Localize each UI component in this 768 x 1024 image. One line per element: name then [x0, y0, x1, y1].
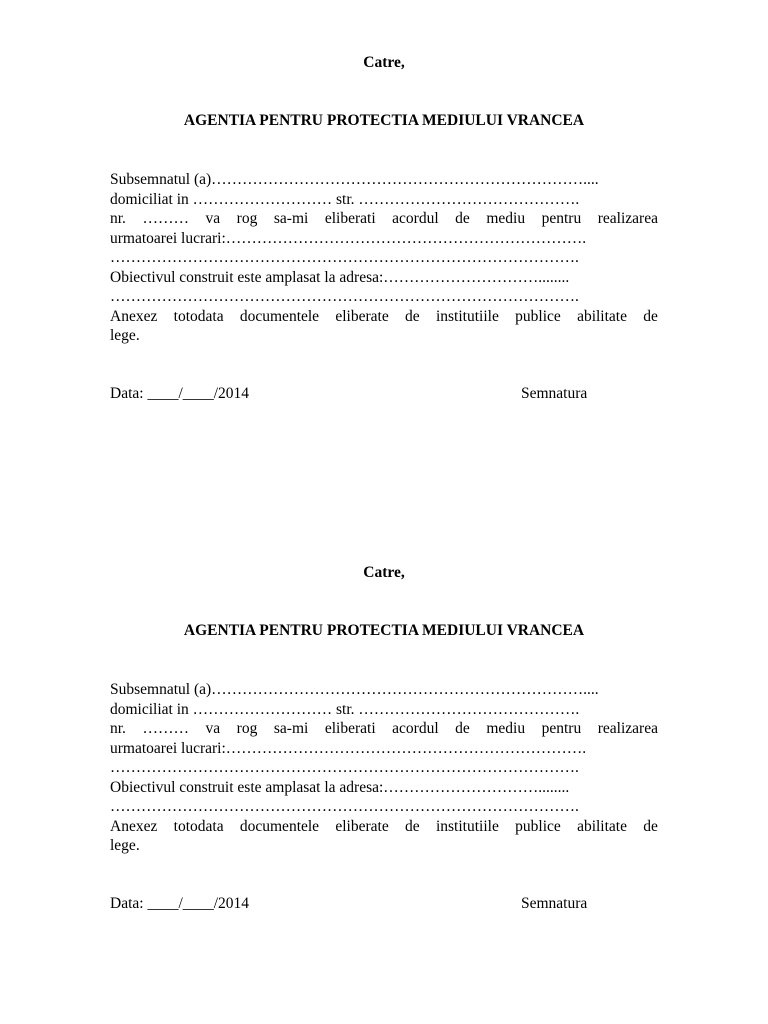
request-form-1	[0, 0, 768, 402]
anexez-word: de	[405, 817, 420, 835]
request-word: pentru	[541, 210, 582, 227]
lege-line: lege.	[110, 837, 140, 854]
request-word: realizarea	[597, 720, 658, 737]
domiciliat-line: domiciliat in ……………………… str. …………………………………….	[110, 700, 580, 718]
form-body	[110, 170, 658, 346]
request-word: acordul	[392, 210, 439, 227]
anexez-word: totodata	[173, 817, 224, 835]
request-word: eliberati	[324, 210, 376, 227]
lucrari-line: urmatoarei lucrari:…………………………………………………………….	[110, 229, 587, 247]
addressee-salutation: Catre,	[363, 564, 405, 581]
signature-label: Semnatura	[521, 385, 588, 402]
date-field: Data: ____/____/2014	[110, 385, 250, 402]
request-word: va	[205, 720, 221, 737]
request-word: sa-mi	[273, 210, 309, 227]
anexez-word: de	[643, 307, 658, 325]
request-word: sa-mi	[273, 720, 309, 737]
dotted-fill-line: ……………………………………………………………………………….	[110, 249, 579, 266]
anexez-word: Anexez	[110, 307, 158, 325]
request-word: acordul	[392, 720, 439, 737]
anexez-word: abilitate	[577, 307, 627, 325]
obiectivul-line: Obiectivul construit este amplasat la adresa:…………………………........	[110, 778, 570, 796]
anexez-word: de	[643, 817, 658, 835]
subsemnatul-line: Subsemnatul (a)………………………………………………………………....	[110, 681, 599, 698]
request-form-2	[0, 510, 768, 912]
anexez-line	[110, 817, 658, 837]
request-word: nr.	[110, 720, 126, 737]
signature-label: Semnatura	[521, 895, 588, 912]
request-word: eliberati	[324, 720, 376, 737]
agency-title: AGENTIA PENTRU PROTECTIA MEDIULUI VRANCEA	[183, 622, 585, 639]
dotted-fill-line: ……………………………………………………………………………….	[110, 798, 579, 815]
obiectivul-line: Obiectivul construit este amplasat la adresa:…………………………........	[110, 268, 570, 286]
request-word: mediu	[486, 720, 526, 737]
agency-title: AGENTIA PENTRU PROTECTIA MEDIULUI VRANCEA	[183, 112, 585, 129]
request-line	[110, 209, 658, 229]
anexez-word: institutiile	[435, 307, 499, 325]
request-word: mediu	[486, 210, 526, 227]
anexez-word: abilitate	[577, 817, 627, 835]
request-word: de	[455, 210, 470, 227]
form-body	[110, 680, 658, 856]
anexez-word: documentele	[239, 307, 320, 325]
subsemnatul-line: Subsemnatul (a)………………………………………………………………....	[110, 171, 599, 188]
request-word: pentru	[541, 720, 582, 737]
anexez-word: institutiile	[435, 817, 499, 835]
request-word: de	[455, 720, 470, 737]
anexez-word: publice	[515, 307, 561, 325]
dotted-fill-line: ……………………………………………………………………………….	[110, 288, 579, 305]
request-word: va	[205, 210, 221, 227]
request-word: rog	[236, 720, 258, 737]
anexez-word: eliberate	[335, 817, 389, 835]
lucrari-line: urmatoarei lucrari:…………………………………………………………….	[110, 739, 587, 757]
request-word: rog	[236, 210, 258, 227]
domiciliat-line: domiciliat in ……………………… str. …………………………………….	[110, 190, 580, 208]
anexez-line	[110, 307, 658, 327]
anexez-word: de	[405, 307, 420, 325]
lege-line: lege.	[110, 327, 140, 344]
anexez-word: documentele	[239, 817, 320, 835]
anexez-word: eliberate	[335, 307, 389, 325]
request-word: ………	[142, 210, 189, 227]
dotted-fill-line: ……………………………………………………………………………….	[110, 759, 579, 776]
date-field: Data: ____/____/2014	[110, 895, 250, 912]
request-word: realizarea	[597, 210, 658, 227]
addressee-salutation: Catre,	[363, 54, 405, 71]
request-line	[110, 719, 658, 739]
request-word: nr.	[110, 210, 126, 227]
anexez-word: totodata	[173, 307, 224, 325]
request-word: ………	[142, 720, 189, 737]
anexez-word: publice	[515, 817, 561, 835]
anexez-word: Anexez	[110, 817, 158, 835]
